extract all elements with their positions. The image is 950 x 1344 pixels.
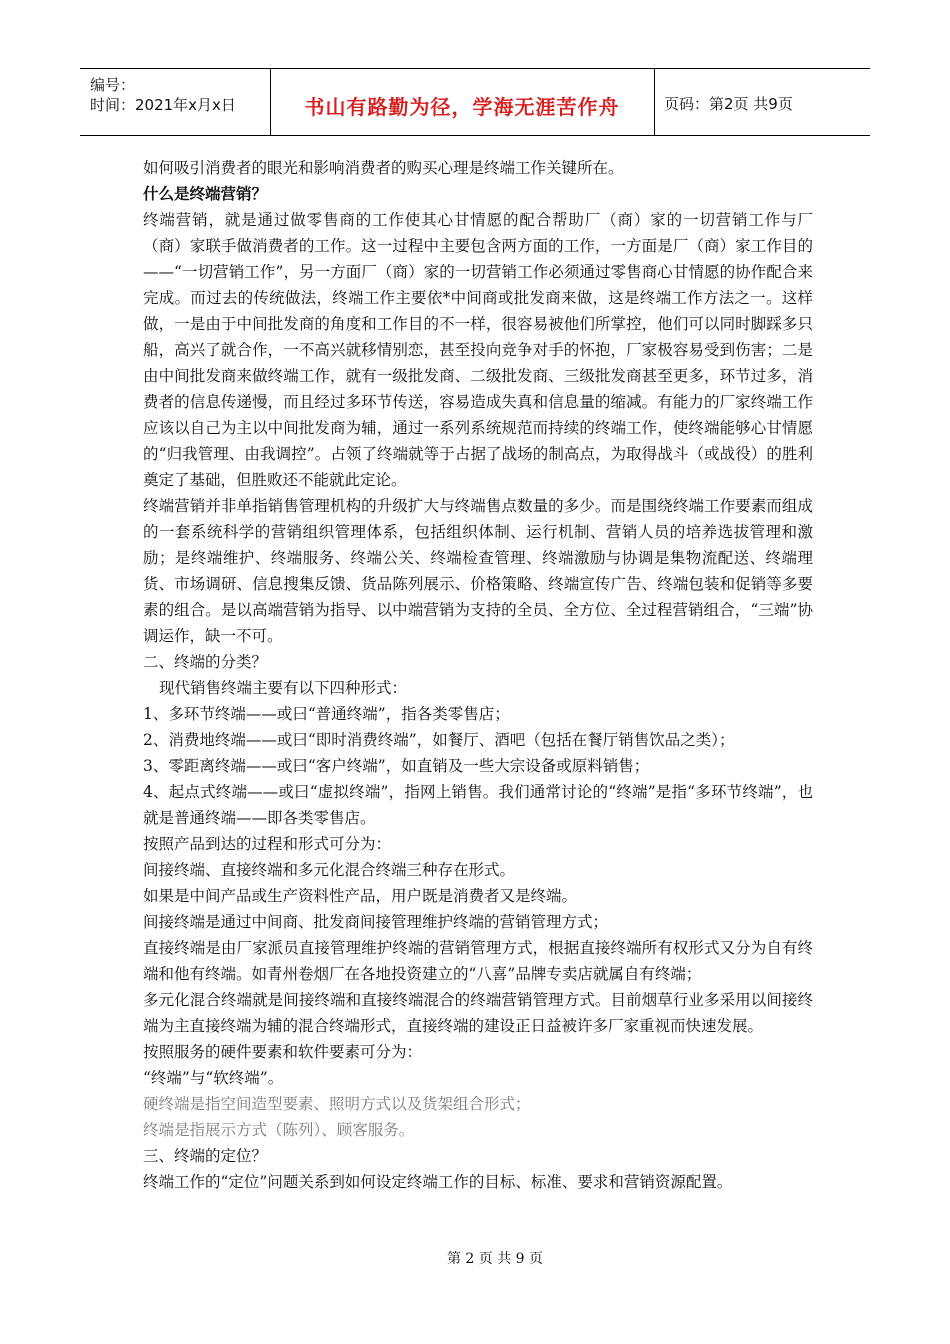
body-paragraph: 终端营销并非单指销售管理机构的升级扩大与终端售点数量的多少。而是围绕终端工作要素而组成的一套系统科学的营销组织管理体系，包括组织体制、运行机制、营销人员的培养选拔管理和激励；是终端维护、终端服务、终端公关、终端检查管理、终端激励与协调是集物流配送、终端理货、市场调研、信息搜集反馈、货品陈列展示、价格策略、终端宣传广告、终端包装和促销等多要素的组合。是以高端营销为指导、以中端营销为支持的全员、全方位、全过程营销组合，“三端”协调运作，缺一不可。 xyxy=(143,497,813,645)
serial-label: 编号： xyxy=(90,76,136,94)
header-page-number: 页码：第2页 共9页 xyxy=(664,95,793,113)
body-paragraph: 直接终端是由厂家派员直接管理维护终端的营销管理方式，根据直接终端所有权形式又分为自有终端和他有终端。如青州卷烟厂在各地投资建立的“八喜”品牌专卖店就属自有终端； xyxy=(143,939,813,983)
body-paragraph: 1、多环节终端——或曰“普通终端”，指各类零售店； xyxy=(143,705,510,723)
header-divider xyxy=(654,69,655,135)
body-paragraph: 2、消费地终端——或曰“即时消费终端”，如餐厅、酒吧（包括在餐厅销售饮品之类）； xyxy=(143,731,735,749)
page-header xyxy=(80,68,870,136)
body-paragraph: 终端营销，就是通过做零售商的工作使其心甘情愿的配合帮助厂（商）家的一切营销工作与厂（商）家联手做消费者的工作。这一过程中主要包含两方面的工作，一方面是厂（商）家工作目的——“一切营销工作”，另一方面厂（商）家的一切营销工作必须通过零售商心甘情愿的协作配合来完成。而过去的传统做法，终端工作主要依*中间商或批发商来做，这是终端工作方法之一。这样做，一是由于中间批发商的角度和工作目的不一样，很容易被他们所掌控，他们可以同时脚踩多只船，高兴了就合作，一不高兴就移情别恋，甚至投向竞争对手的怀抱，厂家极容易受到伤害；二是由中间批发商来做终端工作，就有一级批发商、二级批发商、三级批发商甚至更多，环节过多，消费者的信息传递慢，而且经过多环节传送，容易造成失真和信息量的缩减。有能力的厂家终端工作应该以自己为主以中间批发商为辅，通过一系列系统规范而持续的终端工作，使终端能够心甘情愿的“归我管理、由我调控”。占领了终端就等于占据了战场的制高点，为取得战斗（或战役）的胜利奠定了基础，但胜败还不能就此定论。 xyxy=(143,211,813,489)
date-label: 时间：2021年x月x日 xyxy=(90,96,236,114)
header-meta xyxy=(90,75,236,115)
section-heading: 什么是终端营销？ xyxy=(143,185,268,203)
body-paragraph: 现代销售终端主要有以下四种形式： xyxy=(159,679,408,697)
body-paragraph: 4、起点式终端——或曰“虚拟终端”，指网上销售。我们通常讨论的“终端”是指“多环节终端”，也就是普通终端——即各类零售店。 xyxy=(143,783,813,827)
body-paragraph: “终端”与“软终端”。 xyxy=(143,1069,284,1087)
header-motto: 书山有路勤为径，学海无涯苦作舟 xyxy=(304,95,620,119)
body-paragraph: 多元化混合终端就是间接终端和直接终端混合的终端营销管理方式。目前烟草行业多采用以间接终端为主直接终端为辅的混合终端形式，直接终端的建设正日益被许多厂家重视而快速发展。 xyxy=(143,991,813,1035)
body-paragraph: 间接终端是通过中间商、批发商间接管理维护终端的营销管理方式； xyxy=(143,913,609,931)
body-paragraph: 如何吸引消费者的眼光和影响消费者的购买心理是终端工作关键所在。 xyxy=(143,159,624,177)
body-paragraph: 按照服务的硬件要素和软件要素可分为： xyxy=(143,1043,423,1061)
body-paragraph: 终端是指展示方式（陈列）、顾客服务。 xyxy=(143,1121,415,1139)
body-paragraph: 3、零距离终端——或曰“客户终端”，如直销及一些大宗设备或原料销售； xyxy=(143,757,650,775)
body-paragraph: 三、终端的定位？ xyxy=(143,1147,268,1165)
page-footer: 第 2 页 共 9 页 xyxy=(446,1251,544,1267)
body-paragraph: 间接终端、直接终端和多元化混合终端三种存在形式。 xyxy=(143,861,516,879)
body-paragraph: 终端工作的“定位”问题关系到如何设定终端工作的目标、标准、要求和营销资源配置。 xyxy=(143,1173,733,1191)
body-paragraph: 如果是中间产品或生产资料性产品，用户既是消费者又是终端。 xyxy=(143,887,578,905)
document-body xyxy=(143,155,813,1195)
body-paragraph: 按照产品到达的过程和形式可分为： xyxy=(143,835,392,853)
body-paragraph: 硬终端是指空间造型要素、照明方式以及货架组合形式； xyxy=(143,1095,531,1113)
body-paragraph: 二、终端的分类？ xyxy=(143,653,268,671)
